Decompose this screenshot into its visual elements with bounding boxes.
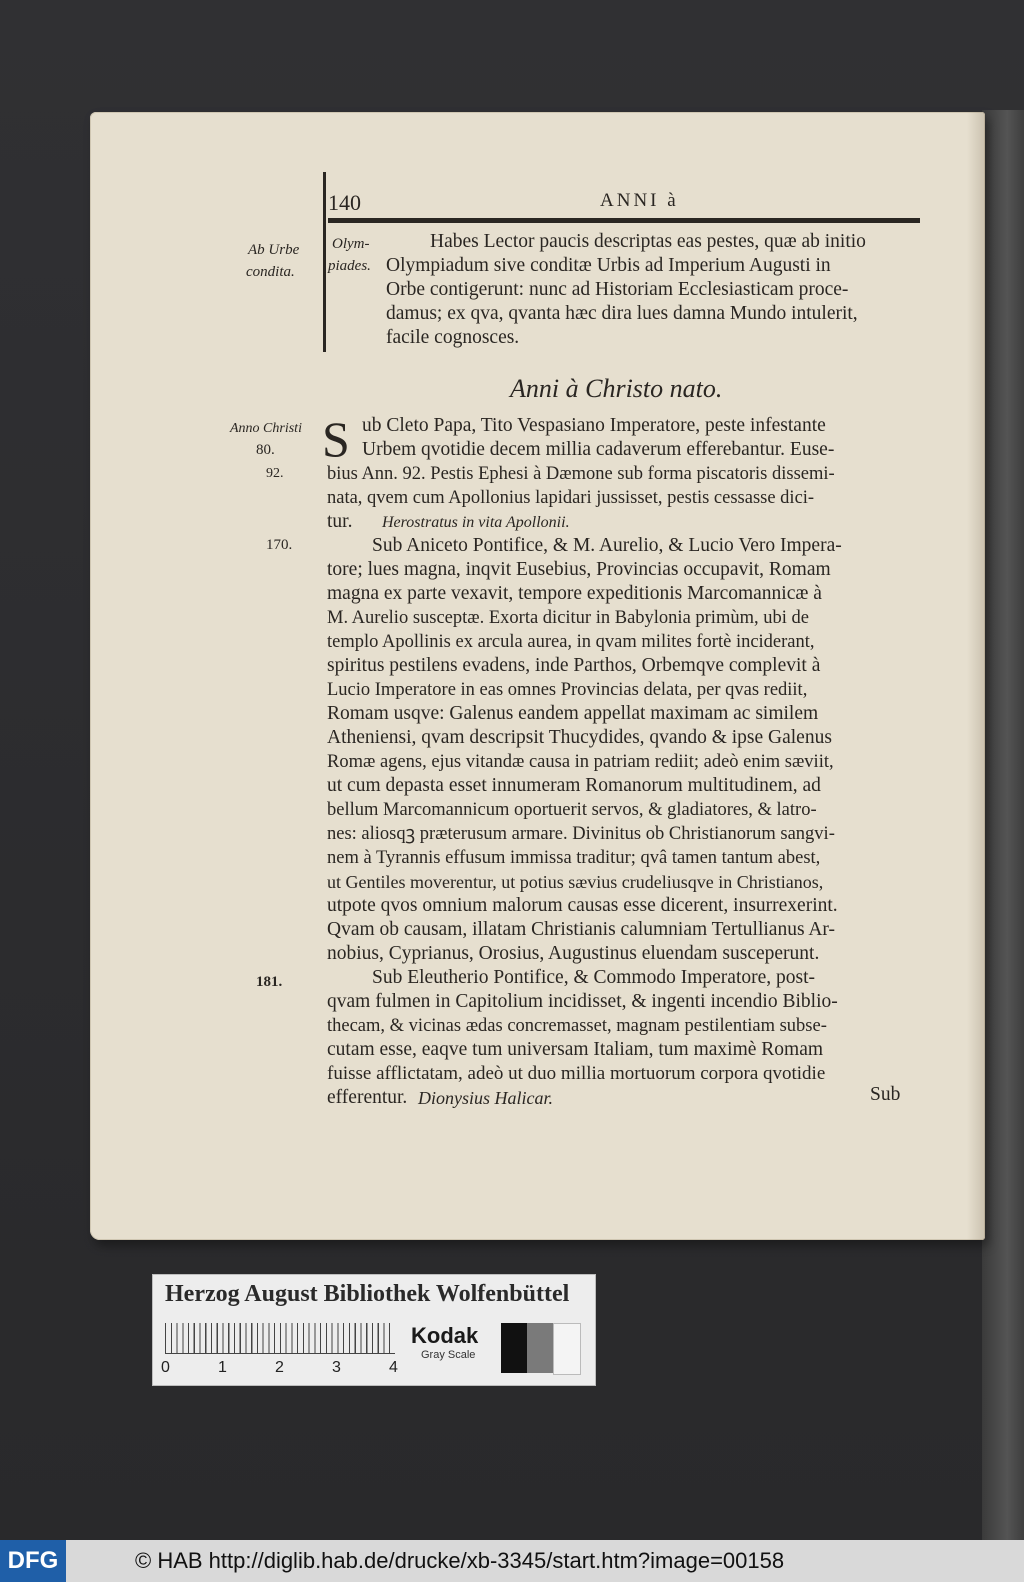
- body-line: Romæ agens, ejus vitandæ causa in patriam rediit; adeò enim sæviit,: [327, 752, 834, 772]
- margin-year: 181.: [256, 974, 283, 990]
- running-header: ANNI à: [600, 190, 679, 211]
- drop-cap: S: [322, 411, 350, 467]
- intro-line: damus; ex qva, qvanta hæc dira lues damna Mundo intulerit,: [386, 303, 858, 324]
- swatch-white: [553, 1323, 581, 1375]
- citation-dionysius: Dionysius Halicar.: [418, 1088, 553, 1108]
- body-line: ut cum depasta esset innumeram Romanorum multitudinem, ad: [327, 775, 821, 796]
- catchword: Sub: [870, 1084, 901, 1105]
- body-line: templo Apollinis ex arcula aurea, in qvam milites fortè inciderant,: [327, 632, 815, 652]
- body-line: nes: aliosqꝫ præterusum armare. Divinitus ob Christianorum sangvi-: [327, 824, 835, 844]
- dfg-logo: DFG: [0, 1540, 66, 1582]
- page-shade: [967, 112, 985, 1240]
- header-rule-vertical: [323, 192, 326, 352]
- color-calibration-card: [152, 1274, 596, 1386]
- body-line: bellum Marcomannicum oportuerit servos, & gladiatores, & latro-: [327, 800, 817, 820]
- body-line: magna ex parte vexavit, tempore expeditionis Marcomannicæ à: [327, 583, 822, 604]
- body-line: spiritus pestilens evadens, inde Parthos, Orbemqve complevit à: [327, 655, 821, 676]
- margin-note-outer-1: Ab Urbe: [248, 242, 300, 258]
- margin-note-outer-2: condita.: [246, 264, 295, 280]
- ruler-number: 1: [218, 1359, 227, 1376]
- body-line: fuisse afflictatam, adeò ut duo millia mortuorum corpora qvotidie: [327, 1063, 826, 1084]
- body-line: tore; lues magna, inqvit Eusebius, Provincias occupavit, Romam: [327, 559, 831, 580]
- body-line: Atheniensi, qvam descripsit Thucydides, qvando & ipse Galenus: [327, 727, 832, 748]
- margin-note-anno-christi: Anno Christi: [230, 421, 302, 436]
- body-line: M. Aurelio susceptæ. Exorta dicitur in Babylonia primùm, ubi de: [327, 608, 809, 628]
- ruler-number: 3: [332, 1359, 341, 1376]
- body-line: Lucio Imperatore in eas omnes Provincias delata, per qvas rediit,: [327, 680, 808, 700]
- margin-note-inner-2: piades.: [328, 258, 371, 274]
- body-line: nobius, Cyprianus, Orosius, Augustinus eluendam susceperunt.: [327, 943, 820, 964]
- margin-year: 80.: [256, 442, 275, 458]
- swatch-gray: [527, 1323, 553, 1373]
- body-line: nata, qvem cum Apollonius lapidari jussisset, pestis cessasse dici-: [327, 488, 815, 508]
- margin-year: 92.: [266, 466, 284, 481]
- card-title: Herzog August Bibliothek Wolfenbüttel: [165, 1281, 570, 1307]
- footer-bar: [0, 1540, 1024, 1582]
- margin-year: 170.: [266, 537, 293, 553]
- book-page: [90, 112, 985, 1240]
- ruler-numbers: [161, 1359, 446, 1377]
- body-line: tur.: [327, 511, 353, 532]
- body-line: ut Gentiles moverentur, ut potius sævius crudeliusqve in Christianos,: [327, 872, 824, 892]
- body-line: ub Cleto Papa, Tito Vespasiano Imperatore, peste infestante: [362, 415, 826, 436]
- intro-line: Habes Lector paucis descriptas eas pestes, quæ ab initio: [430, 231, 866, 252]
- body-line: Urbem qvotidie decem millia cadaverum efferebantur. Euse-: [362, 439, 835, 460]
- intro-line: Olympiadum sive conditæ Urbis ad Imperium Augusti in: [386, 255, 831, 276]
- body-line: qvam fulmen in Capitolium incidisset, & ingenti incendio Biblio-: [327, 991, 838, 1012]
- body-line: efferentur.: [327, 1087, 408, 1108]
- intro-line: facile cognosces.: [386, 327, 520, 348]
- ruler-number: 4: [389, 1359, 398, 1376]
- body-line: Sub Aniceto Pontifice, & M. Aurelio, & Lucio Vero Impera-: [372, 535, 842, 556]
- kodak-brand: Kodak: [411, 1323, 479, 1348]
- page-number: 140: [328, 190, 361, 215]
- body-line: thecam, & vicinas ædas concremasset, magnam pestilentiam subse-: [327, 1016, 827, 1036]
- measurement-ruler: [165, 1323, 395, 1354]
- body-line: Qvam ob causam, illatam Christianis calumniam Tertullianus Ar-: [327, 919, 836, 940]
- footer-credit-link[interactable]: © HAB http://diglib.hab.de/drucke/xb-3345/start.htm?image=00158: [135, 1548, 785, 1573]
- margin-note-inner-1: Olym-: [332, 236, 370, 252]
- citation-herostratus: Herostratus in vita Apollonii.: [382, 514, 570, 531]
- body-line: nem à Tyrannis effusum immissa traditur; qvâ tamen tantum abest,: [327, 848, 821, 868]
- body-line: bius Ann. 92. Pestis Ephesi à Dæmone sub forma piscatoris dissemi-: [327, 464, 835, 484]
- ruler-number: 2: [275, 1359, 284, 1376]
- gray-scale-label: Gray Scale: [421, 1349, 476, 1361]
- body-line: Sub Eleutherio Pontifice, & Commodo Imperatore, post-: [372, 967, 816, 988]
- section-heading: Anni à Christo nato.: [510, 374, 723, 403]
- swatch-black: [501, 1323, 527, 1373]
- body-line: utpote qvos omnium malorum causas esse dicerent, insurrexerint.: [327, 895, 838, 916]
- next-page-edge: [982, 110, 1024, 1540]
- intro-line: Orbe contigerunt: nunc ad Historiam Ecclesiasticam proce-: [386, 279, 849, 300]
- body-line: cutam esse, eaqve tum universam Italiam, tum maximè Romam: [327, 1039, 824, 1060]
- header-rule: [328, 218, 920, 223]
- body-line: Romam usqve: Galenus eandem appellat maximam ac similem: [327, 703, 819, 724]
- ruler-number: 0: [161, 1359, 170, 1376]
